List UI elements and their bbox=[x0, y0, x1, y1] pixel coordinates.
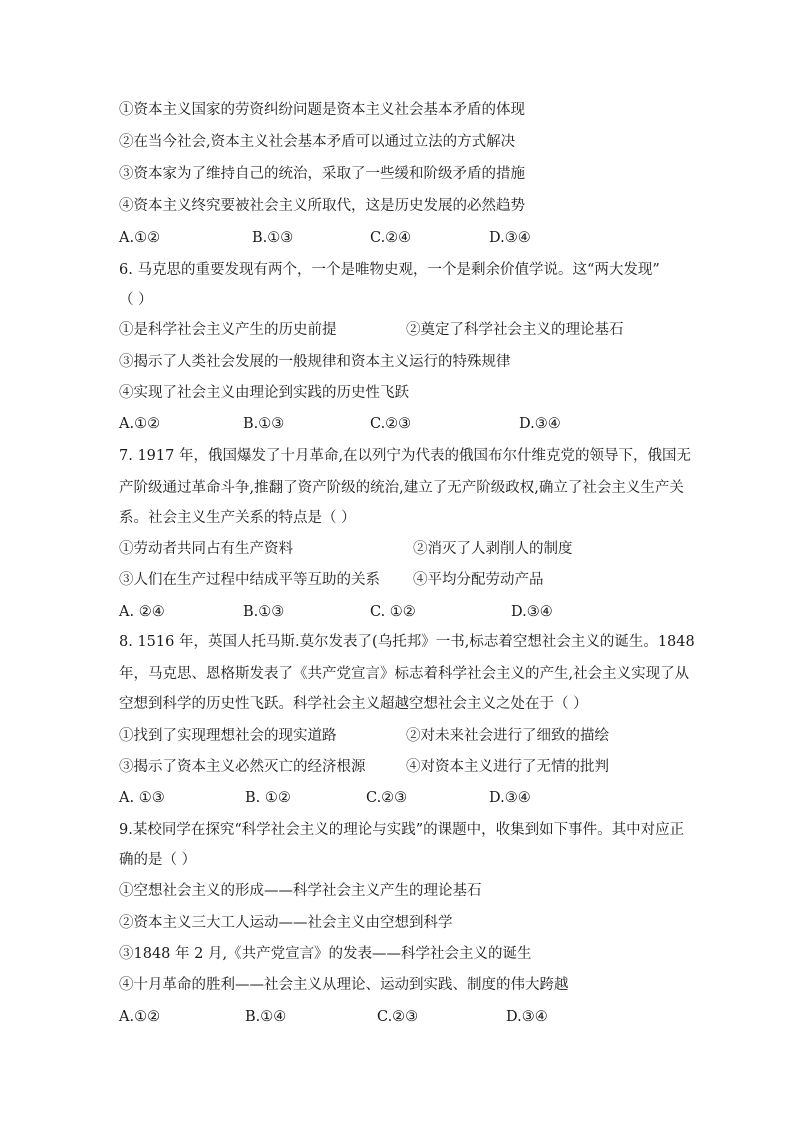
q7-stem-line-1: 7. 1917 年，俄国爆发了十月革命,在以列宁为代表的俄国布尔什维克党的领导下，俄国无 bbox=[119, 448, 692, 464]
q9-option-c: C.②③ bbox=[377, 1009, 419, 1025]
q7-option-d: D.③④ bbox=[511, 604, 553, 620]
q5-item-4: ④资本主义终究要被社会主义所取代，这是历史发展的必然趋势 bbox=[119, 198, 525, 214]
q7-stem-line-2: 产阶级通过革命斗争,推翻了资产阶级的统治,建立了无产阶级政权,确立了社会主义生产关 bbox=[119, 480, 684, 496]
q8-option-c: C.②③ bbox=[366, 790, 408, 806]
q6-item-4: ④实现了社会主义由理论到实践的历史性飞跃 bbox=[119, 385, 409, 401]
q6-stem-line-1: 6. 马克思的重要发现有两个，一个是唯物史观，一个是剩余价值学说。这“两大发现” bbox=[119, 262, 660, 278]
q8-item-4: ④对资本主义进行了无情的批判 bbox=[406, 759, 609, 775]
q5-item-3: ③资本家为了维持自己的统治，采取了一些缓和阶级矛盾的措施 bbox=[119, 166, 525, 182]
q8-item-2: ②对未来社会进行了细致的描绘 bbox=[406, 728, 609, 744]
q8-option-a: A. ①③ bbox=[119, 790, 165, 806]
q5-option-c: C.②④ bbox=[370, 230, 412, 246]
q6-option-c: C.②③ bbox=[370, 416, 412, 432]
q8-stem-line-2: 年，马克思、恩格斯发表了《共产党宣言》标志着科学社会主义的产生,社会主义实现了从 bbox=[119, 666, 690, 682]
q7-item-4: ④平均分配劳动产品 bbox=[413, 572, 544, 588]
q9-option-b: B.①④ bbox=[245, 1009, 287, 1025]
q6-option-b: B.①③ bbox=[243, 416, 285, 432]
q9-stem-line-1: 9.某校同学在探究“科学社会主义的理论与实践”的课题中，收集到如下事件。其中对应正 bbox=[119, 822, 685, 838]
q7-item-2: ②消灭了人剥削人的制度 bbox=[413, 541, 573, 557]
q9-item-1: ①空想社会主义的形成——科学社会主义产生的理论基石 bbox=[119, 883, 482, 899]
q8-stem-line-3: 空想到科学的历史性飞跃。科学社会主义超越空想社会主义之处在于（ ） bbox=[119, 696, 588, 712]
q6-option-a: A.①② bbox=[119, 416, 161, 432]
q9-item-2: ②资本主义三大工人运动——社会主义由空想到科学 bbox=[119, 915, 453, 931]
q6-item-2: ②奠定了科学社会主义的理论基石 bbox=[406, 322, 624, 338]
q8-stem-line-1: 8. 1516 年，英国人托马斯.莫尔发表了(乌托邦》一书,标志着空想社会主义的诞生。1848 bbox=[119, 634, 695, 650]
q9-option-d: D.③④ bbox=[506, 1009, 548, 1025]
q9-stem-line-2: 确的是（ ） bbox=[119, 852, 197, 868]
q5-option-d: D.③④ bbox=[489, 230, 531, 246]
q6-stem-line-2: （ ） bbox=[119, 292, 153, 308]
q7-option-a: A. ②④ bbox=[119, 604, 165, 620]
q9-option-a: A.①② bbox=[119, 1009, 161, 1025]
q5-item-2: ②在当今社会,资本主义社会基本矛盾可以通过立法的方式解决 bbox=[119, 134, 516, 150]
q8-option-b: B. ①② bbox=[245, 790, 291, 806]
q6-item-3: ③揭示了人类社会发展的一般规律和资本主义运行的特殊规律 bbox=[119, 354, 511, 370]
q7-option-c: C. ①② bbox=[370, 604, 416, 620]
q5-item-1: ①资本主义国家的劳资纠纷问题是资本主义社会基本矛盾的体现 bbox=[119, 102, 525, 118]
q8-item-3: ③揭示了资本主义必然灭亡的经济根源 bbox=[119, 759, 366, 775]
q6-option-d: D.③④ bbox=[519, 416, 561, 432]
q7-stem-line-3: 系。社会主义生产关系的特点是（ ） bbox=[119, 510, 356, 526]
q6-item-1: ①是科学社会主义产生的历史前提 bbox=[119, 322, 337, 338]
q7-option-b: B.①③ bbox=[243, 604, 285, 620]
q8-item-1: ①找到了实现理想社会的现实道路 bbox=[119, 728, 337, 744]
q7-item-3: ③人们在生产过程中结成平等互助的关系 bbox=[119, 572, 380, 588]
q9-item-3: ③1848 年 2 月,《共产党宣言》的发表——科学社会主义的诞生 bbox=[119, 946, 532, 962]
q8-option-d: D.③④ bbox=[489, 790, 531, 806]
q9-item-4: ④十月革命的胜利——社会主义从理论、运动到实践、制度的伟大跨越 bbox=[119, 977, 569, 993]
q7-item-1: ①劳动者共同占有生产资料 bbox=[119, 541, 293, 557]
q5-option-b: B.①③ bbox=[252, 230, 294, 246]
q5-option-a: A.①② bbox=[119, 230, 161, 246]
